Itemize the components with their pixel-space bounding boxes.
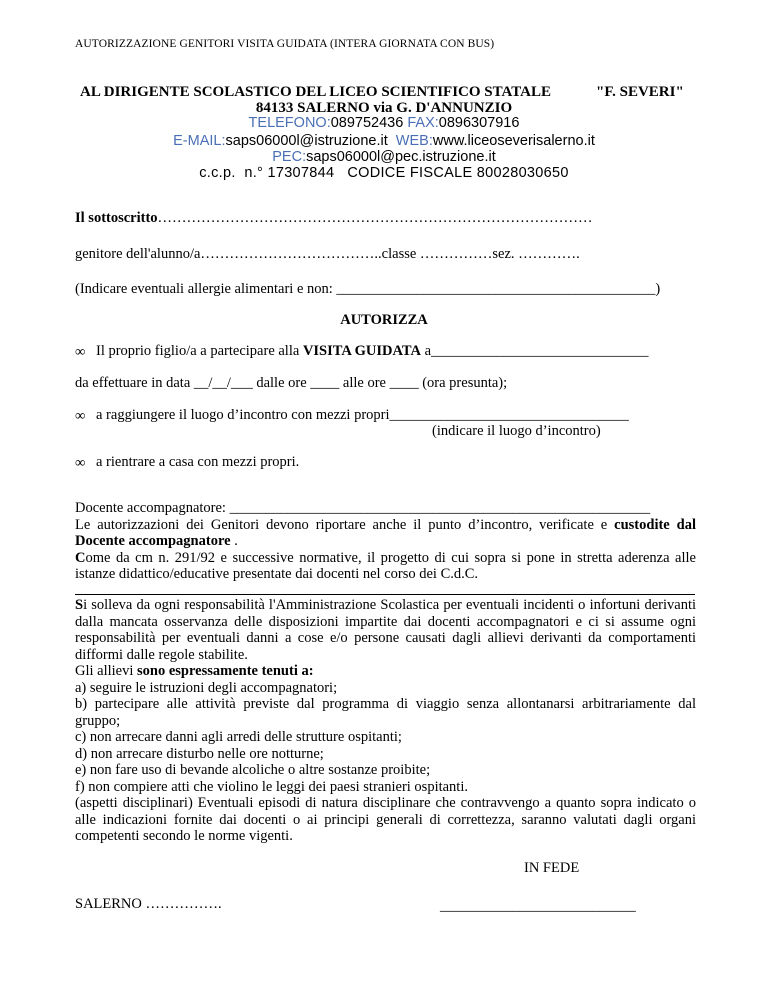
sottoscritto-line (75, 210, 593, 227)
rule-item: c) non arrecare danni agli arredi delle strutture ospitanti; (75, 729, 402, 745)
rule-item: f) non compiere atti che violino le leggi dei paesi stranieri ospitanti. (75, 778, 468, 795)
sottoscritto-dots: ……………………………………………………………………………… (157, 210, 593, 226)
rule-item: b) partecipare alle attività previste dal programma di viaggio senza allontanarsi arbitrariamente dal gruppo; (75, 696, 696, 729)
cm-initial: C (75, 549, 86, 566)
data-line: da effettuare in data __/__/___ dalle ore ____ alle ore ____ (ora presunta); (75, 375, 508, 391)
visita-item-post: a______________________________ (420, 343, 649, 359)
sottoscritto-label: Il sottoscritto (75, 210, 158, 226)
autorizzazioni-post: . (230, 533, 238, 549)
docente-line: Docente accompagnatore: __________________________________________________________ (75, 500, 651, 516)
tel-label: TELEFONO: (248, 115, 331, 131)
rule-item: a) seguire le istruzioni degli accompagnatori; (75, 679, 338, 696)
disciplinari-text: (aspetti disciplinari) Eventuali episodi di natura disciplinare che contravvengo a quanto sopra indicato o alle indicazioni fornite dai docenti o ai principi generali di correttezza, saranno valutati dagli organi competenti secondo le norme vigenti. (75, 795, 696, 844)
luogo-note: (indicare il luogo d’incontro) (432, 423, 601, 439)
autorizzazioni-text (75, 517, 696, 550)
cm-body: ome da cm n. 291/92 e successive normative, il progetto di cui sopra si pone in stretta aderenza alle istanze didattico/educative presentate dai docenti nel corso dei C.d.C. (75, 549, 696, 582)
running-head: AUTORIZZAZIONE GENITORI VISITA GUIDATA (INTERA GIORNATA CON BUS) (75, 38, 495, 50)
pec-value: saps06000l@pec.istruzione.it (306, 149, 496, 165)
pec-label: PEC: (272, 149, 307, 165)
tenuti-bold: sono espressamente tenuti a: (137, 663, 314, 679)
web-label: WEB: (387, 133, 433, 149)
allergie-line: (Indicare eventuali allergie alimentari e non: ____________________________________________) (75, 281, 661, 297)
rules-list (75, 680, 696, 796)
bullet-icon: ∞ (75, 455, 86, 471)
web-value: www.liceoseverisalerno.it (432, 133, 595, 149)
autorizzazioni-pre: Le autorizzazioni dei Genitori devono riportare anche il punto d’incontro, verificate e (75, 516, 615, 533)
email-label: E-MAIL: (173, 133, 226, 149)
responsabilita-section (75, 597, 696, 845)
responsabilita-text (75, 597, 696, 663)
fax-label: FAX: (403, 115, 439, 131)
visita-item (96, 343, 649, 360)
header-address: 84133 SALERNO via G. D'ANNUNZIO (255, 100, 513, 116)
signature-line: ___________________________ (440, 898, 636, 914)
email-value: saps06000l@istruzione.it (225, 133, 388, 149)
ccp-text: c.c.p. n.° 17307844 CODICE FISCALE 80028030650 (199, 165, 569, 181)
responsabilita-initial: S (75, 597, 84, 613)
tenuti-line (75, 663, 696, 680)
bullet-icon: ∞ (75, 408, 86, 424)
header-pec (0, 149, 768, 165)
header-phone-fax (0, 115, 768, 131)
tel-value: 089752436 (330, 115, 404, 131)
cm-text (75, 550, 696, 583)
visita-item-pre: Il proprio figlio/a a partecipare alla (96, 343, 303, 359)
autorizza-heading: AUTORIZZA (340, 312, 428, 328)
bullet-icon: ∞ (75, 344, 86, 360)
docente-section (75, 500, 696, 583)
raggiungere-item: a raggiungere il luogo d’incontro con mezzi propri_________________________________ (96, 407, 629, 423)
place-date: SALERNO ……………. (75, 896, 222, 912)
autorizzazioni-bold: custodite dal Docente accompagnatore (75, 516, 696, 549)
header-school-name: "F. SEVERI" (596, 84, 684, 100)
tenuti-pre: Gli allievi (75, 663, 138, 679)
rule-item: d) non arrecare disturbo nelle ore notturne; (75, 745, 324, 762)
rientrare-item: a rientrare a casa con mezzi propri. (96, 454, 300, 470)
header-email-web (0, 133, 768, 149)
genitore-line: genitore dell'alunno/a………………………………..classe ……………sez. …………. (75, 246, 580, 262)
header-addressee-left: AL DIRIGENTE SCOLASTICO DEL LICEO SCIENTIFICO STATALE (80, 84, 551, 100)
fax-value: 0896307916 (438, 115, 520, 131)
header-ccp-codice-fiscale (0, 165, 768, 181)
in-fede-label: IN FEDE (524, 860, 580, 876)
visita-item-bold: VISITA GUIDATA (302, 343, 421, 359)
responsabilita-body: i solleva da ogni responsabilità l'Amministrazione Scolastica per eventuali incidenti o infortuni derivanti dalla mancata osservanza delle disposizioni impartite dai docenti accompagnatori e ci si assume ogni responsabilità per eventuali danni a cose e/o persone causati dagli allievi derivanti da comportamenti difformi dalle regole stabilite. (75, 597, 696, 663)
rule-item: e) non fare uso di bevande alcoliche o altre sostanze proibite; (75, 762, 431, 778)
section-divider (75, 594, 695, 595)
